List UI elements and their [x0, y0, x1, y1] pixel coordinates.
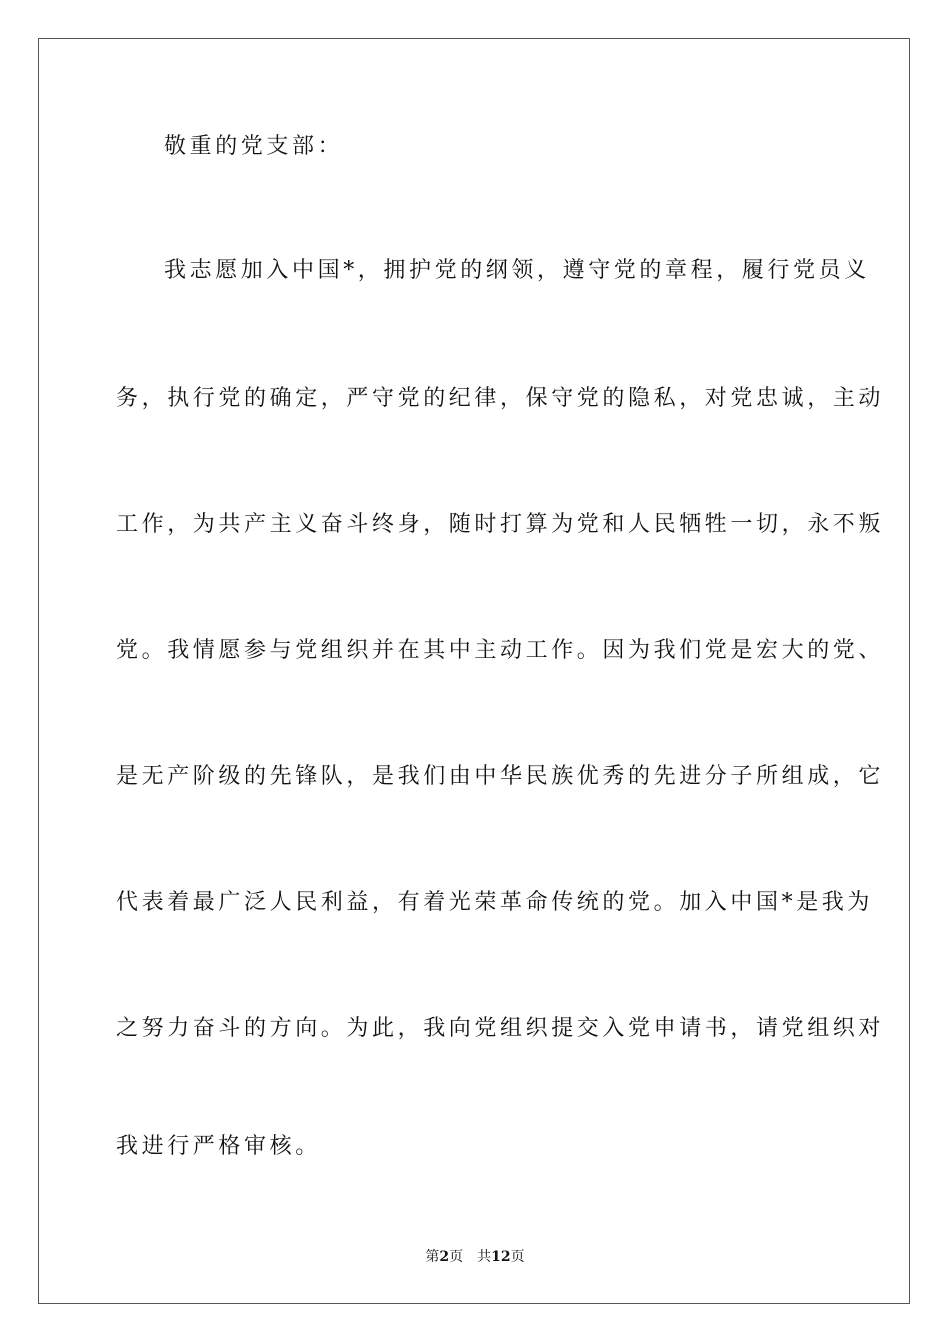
page-border [38, 38, 910, 1304]
salutation: 敬重的党支部： [164, 134, 344, 159]
footer-total-number: 12 [491, 1249, 511, 1265]
paragraph-line-3: 工作，为共产主义奋斗终身，随时打算为党和人民牺牲一切，永不叛 [116, 512, 885, 537]
footer-total-suffix: 页 [510, 1249, 525, 1265]
paragraph-line-5: 是无产阶级的先锋队，是我们由中华民族优秀的先进分子所组成，它 [116, 764, 885, 789]
paragraph-line-1: 我志愿加入中国*，拥护党的纲领，遵守党的章程，履行党员义 [164, 258, 870, 283]
footer-page-number: 2 [439, 1249, 450, 1265]
paragraph-line-8: 我进行严格审核。 [116, 1134, 321, 1159]
paragraph-line-4: 党。我情愿参与党组织并在其中主动工作。因为我们党是宏大的党、 [116, 638, 885, 663]
footer-page-suffix: 页 [449, 1249, 464, 1265]
footer-total-prefix: 共 [477, 1249, 492, 1265]
paragraph-line-7: 之努力奋斗的方向。为此，我向党组织提交入党申请书，请党组织对 [116, 1016, 885, 1041]
footer-page-prefix: 第 [425, 1249, 440, 1265]
paragraph-line-2: 务，执行党的确定，严守党的纪律，保守党的隐私，对党忠诚，主动 [116, 386, 885, 411]
paragraph-line-6: 代表着最广泛人民利益，有着光荣革命传统的党。加入中国*是我为 [116, 890, 874, 915]
page-footer [0, 1247, 950, 1267]
